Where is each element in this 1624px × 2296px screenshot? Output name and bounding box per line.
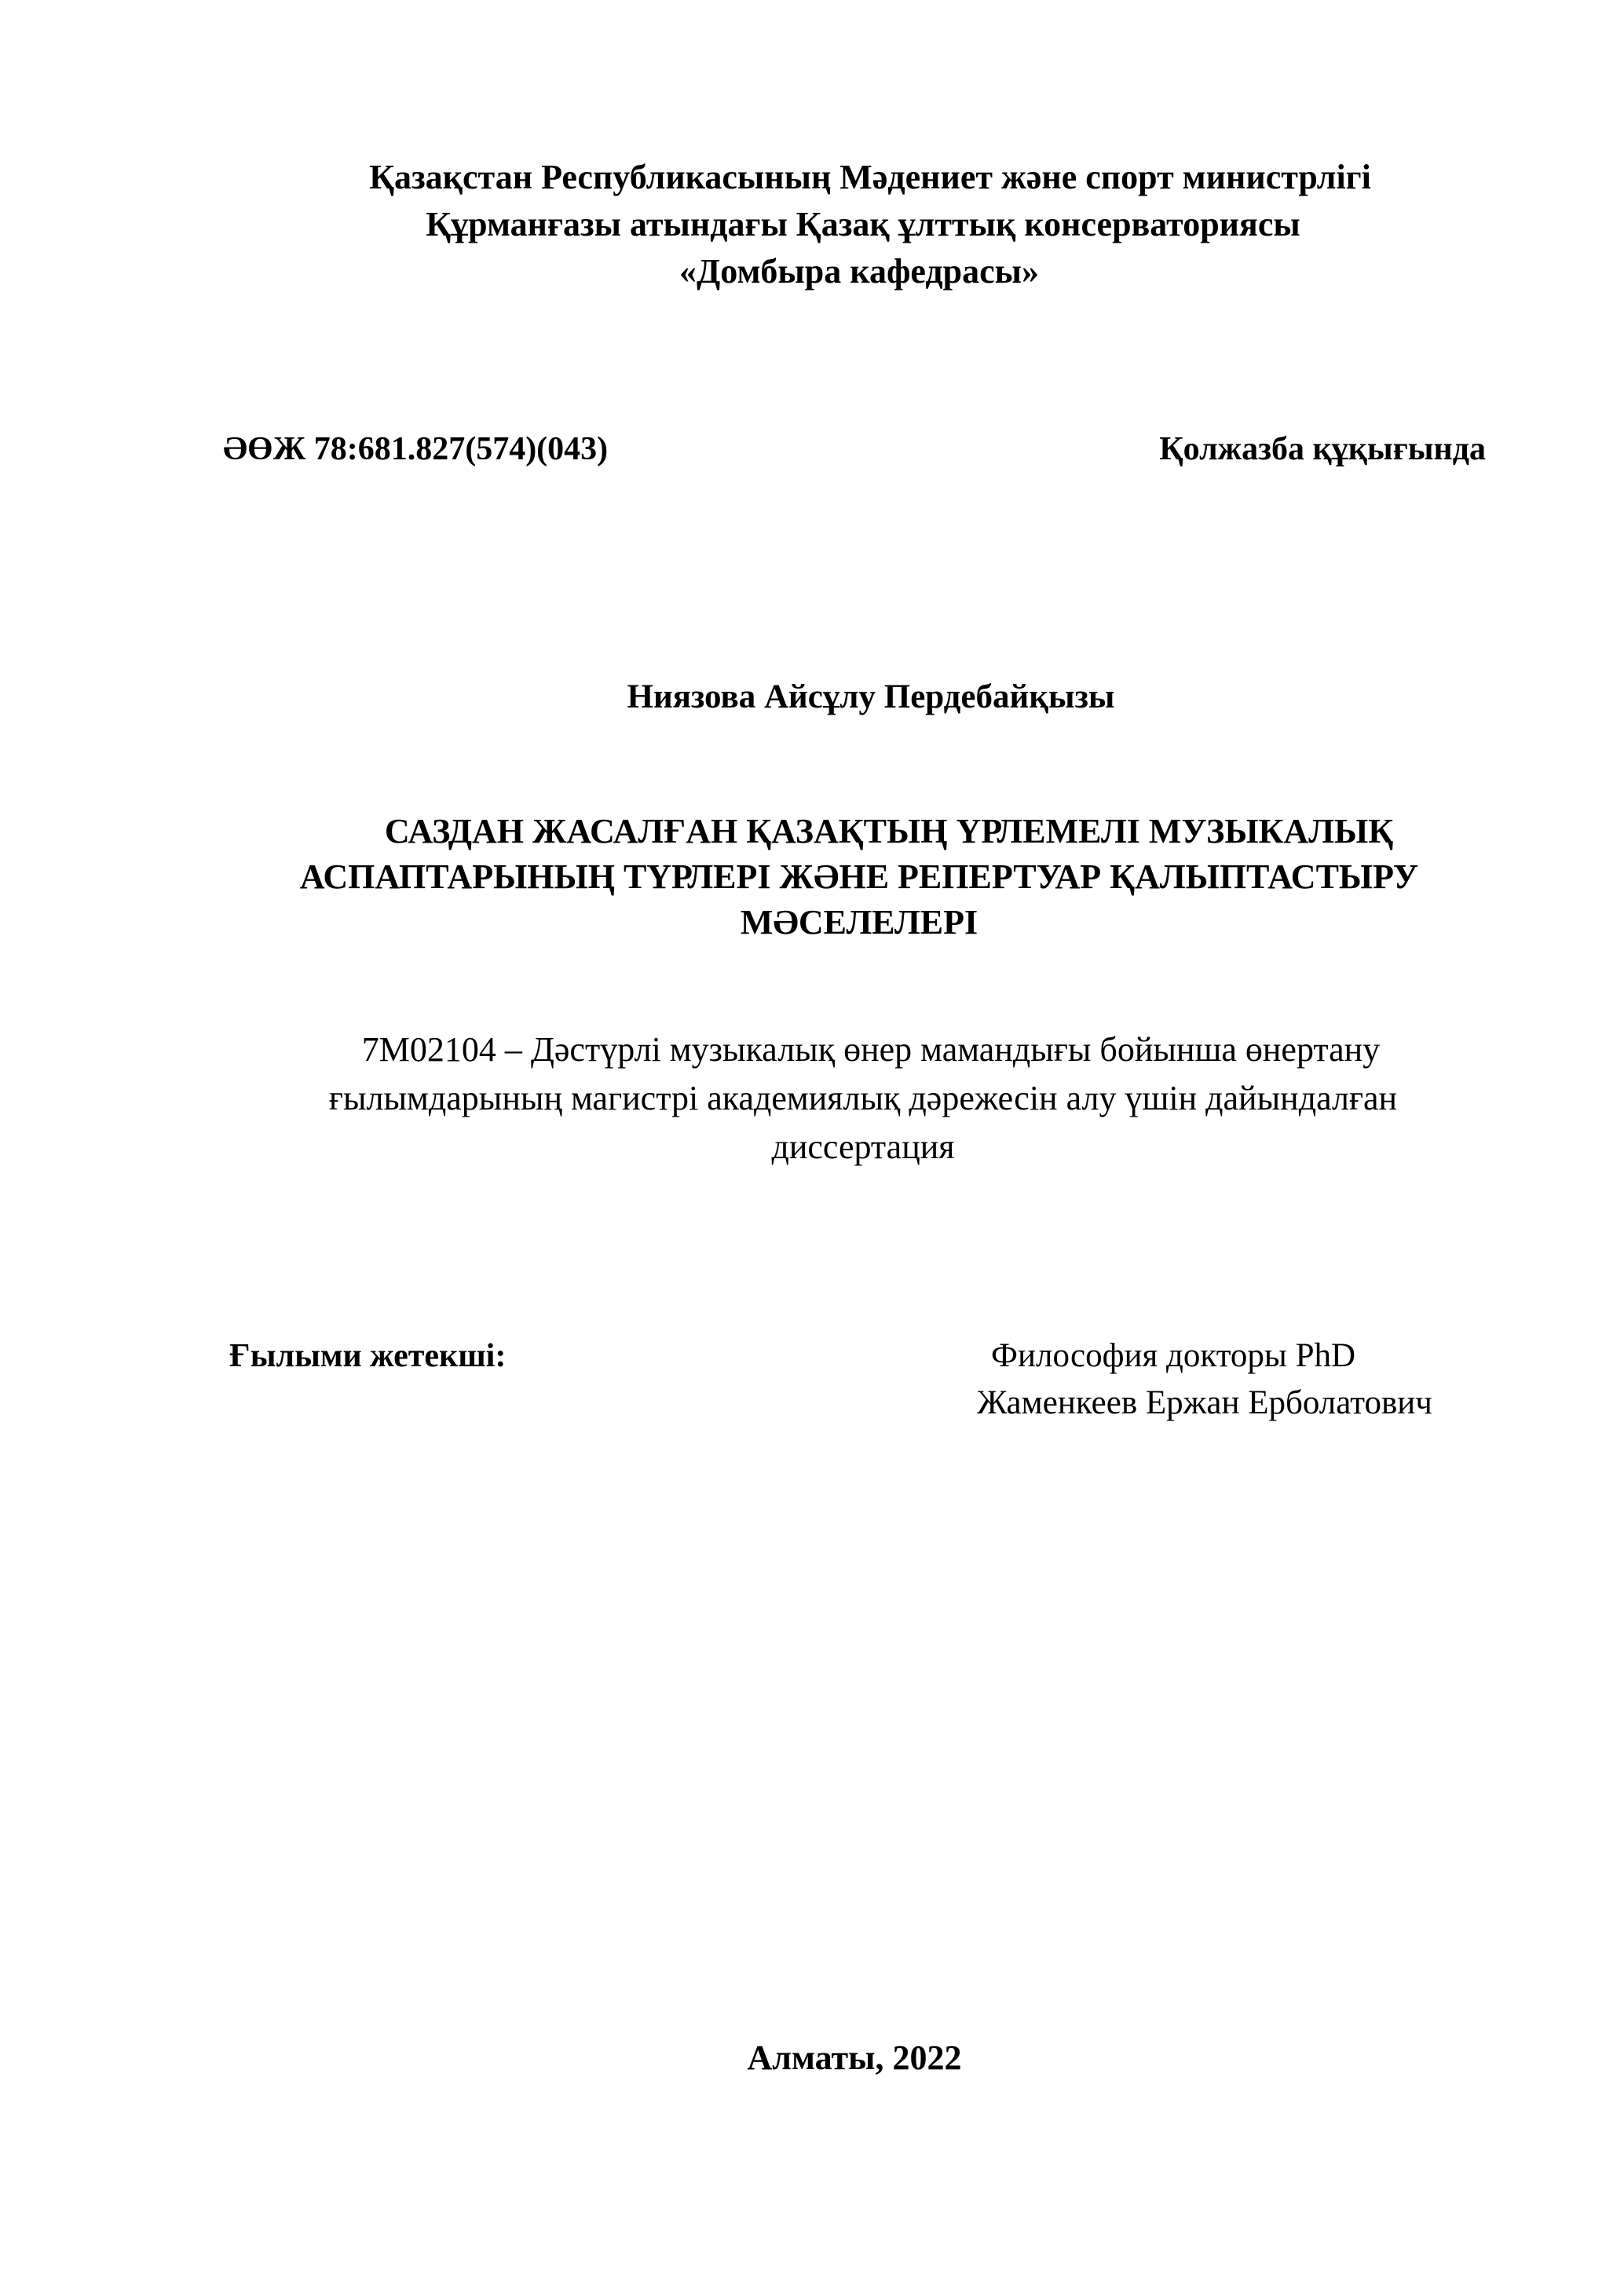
title-line-2: АСПАПТАРЫНЫҢ ТҮРЛЕРІ ЖӘНЕ РЕПЕРТУАР ҚАЛЫПТАСТЫРУ [299,857,1419,896]
department-name: «Домбыра кафедрасы» [679,252,1039,291]
udc-code: ӘӨЖ 78:681.827(574)(043) [223,431,609,467]
supervisor-label: Ғылыми жетекші: [229,1338,507,1374]
title-line-1: САЗДАН ЖАСАЛҒАН ҚАЗАҚТЫҢ ҮРЛЕМЕЛІ МУЗЫКАЛЫҚ [384,812,1394,850]
specialty-line-2: ғылымдарының магистрі академиялық дәрежесін алу үшін дайындалған [328,1079,1398,1117]
supervisor-name: Жаменкеев Ержан Ерболатович [977,1384,1432,1421]
author-name: Ниязова Айсұлу Пердебайқызы [627,678,1115,715]
dissertation-title [0,809,1624,945]
title-line-3: МӘСЕЛЕЛЕРІ [740,903,978,941]
institution-name: Құрманғазы атындағы Қазақ ұлттық консерваториясы [426,205,1300,243]
city-year: Алматы, 2022 [747,2038,962,2077]
specialty-line-1: 7M02104 – Дәстүрлі музыкалық өнер мамандығы бойынша өнертану [361,1030,1381,1069]
ministry-name: Қазақстан Республикасының Мәдениет және спорт министрлігі [369,158,1371,196]
specialty-line-3: диссертация [771,1128,955,1166]
manuscript-rights: Қолжазба құқығында [1159,431,1486,467]
institution-header [0,154,1624,295]
supervisor-degree: Философия докторы PhD [991,1337,1356,1374]
specialty-description [0,1026,1624,1172]
